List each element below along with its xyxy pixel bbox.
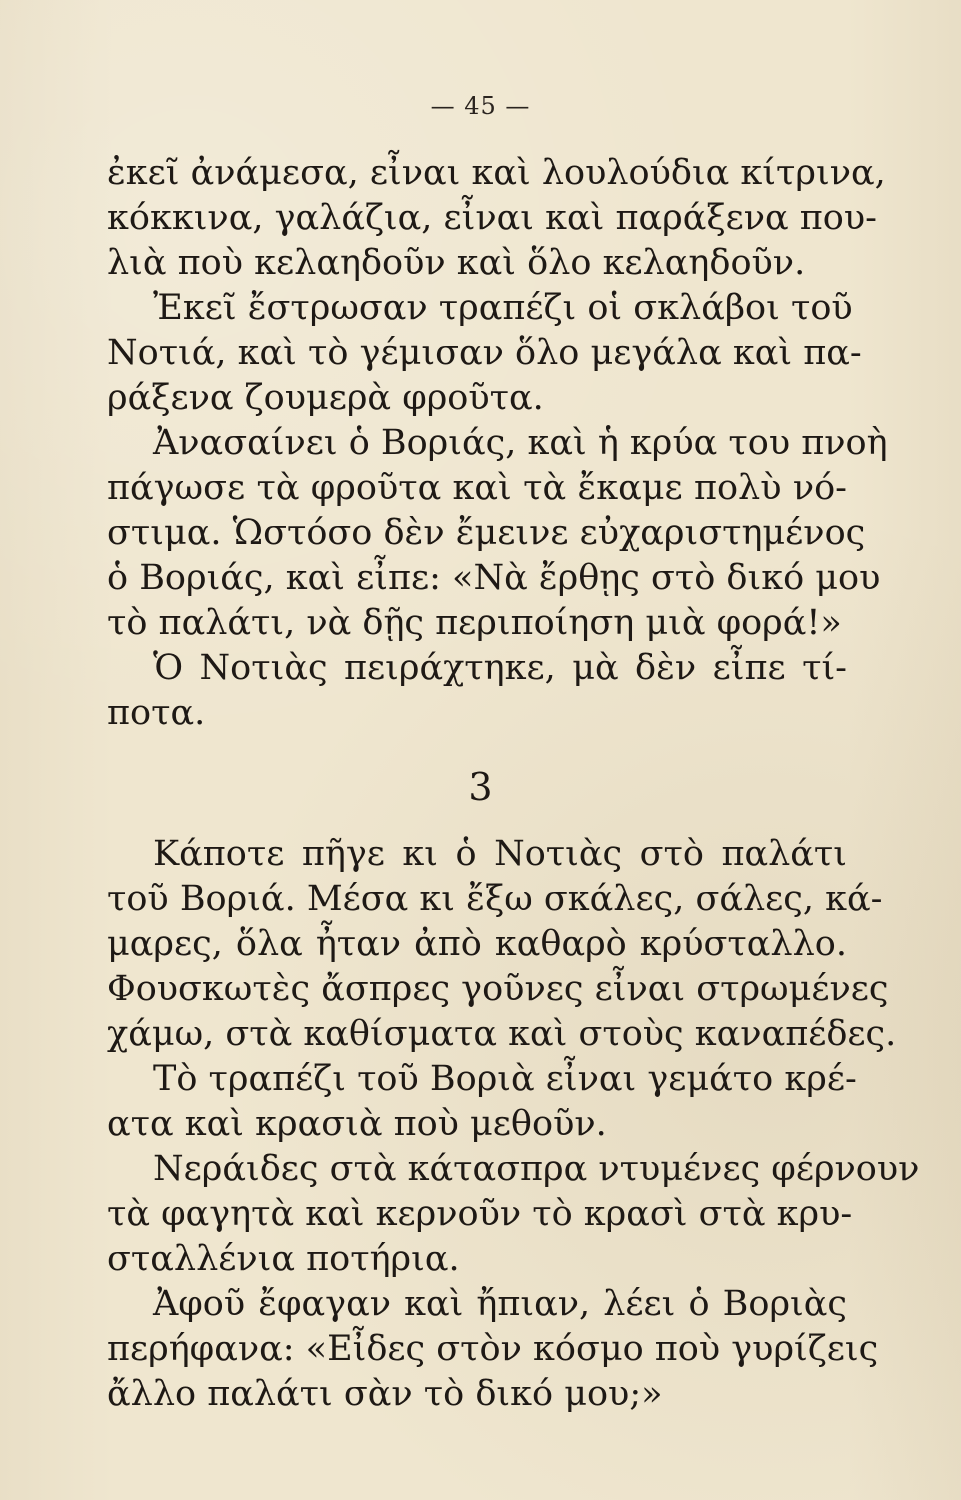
- text-line: πάγωσε τὰ φροῦτα καὶ τὰ ἔκαμε πολὺ νό-: [107, 468, 847, 508]
- text-line: Κάποτε πῆγε κι ὁ Νοτιὰς στὸ παλάτι: [153, 834, 847, 874]
- text-line: λιὰ ποὺ κελαηδοῦν καὶ ὅλο κελαηδοῦν.: [107, 243, 806, 283]
- text-line: κόκκινα, γαλάζια, εἶναι καὶ παράξενα που-: [107, 198, 877, 238]
- text-line: περήφανα: «Εἶδες στὸν κόσμο ποὺ γυρίζεις: [107, 1329, 879, 1369]
- text-line: Τὸ τραπέζι τοῦ Βοριὰ εἶναι γεμάτο κρέ-: [153, 1059, 857, 1099]
- text-block-after-section: [107, 832, 920, 1417]
- text-line: σταλλένια ποτήρια.: [107, 1239, 460, 1279]
- text-line: Νεράιδες στὰ κάτασπρα ντυμένες φέρνουν: [153, 1149, 920, 1189]
- text-line: τὸ παλάτι, νὰ δῇς περιποίηση μιὰ φορά!»: [107, 603, 842, 643]
- text-line: ατα καὶ κρασιὰ ποὺ μεθοῦν.: [107, 1104, 607, 1144]
- page-number: — 45 —: [430, 92, 531, 120]
- text-line: ἐκεῖ ἀνάμεσα, εἶναι καὶ λουλούδια κίτρινα,: [107, 153, 886, 193]
- text-line: Ὁ Νοτιὰς πειράχτηκε, μὰ δὲν εἶπε τί-: [153, 648, 847, 688]
- text-line: Φουσκωτὲς ἄσπρες γοῦνες εἶναι στρωμένες: [107, 969, 889, 1009]
- text-block-before-section: [107, 151, 888, 736]
- text-line: Ἀνασαίνει ὁ Βοριάς, καὶ ἡ κρύα του πνοὴ: [153, 423, 888, 463]
- text-line: χάμω, στὰ καθίσματα καὶ στοὺς καναπέδες.: [107, 1014, 897, 1054]
- text-line: στιμα. Ὡστόσο δὲν ἔμεινε εὐχαριστημένος: [107, 513, 866, 553]
- text-line: μαρες, ὅλα ἦταν ἀπὸ καθαρὸ κρύσταλλο.: [107, 924, 847, 964]
- text-line: ποτα.: [107, 693, 206, 733]
- text-line: Ἀφοῦ ἔφαγαν καὶ ἤπιαν, λέει ὁ Βοριὰς: [153, 1284, 847, 1324]
- text-line: ὁ Βοριάς, καὶ εἶπε: «Νὰ ἔρθῃς στὸ δικό μου: [107, 558, 881, 598]
- text-line: Νοτιά, καὶ τὸ γέμισαν ὅλο μεγάλα καὶ πα-: [107, 333, 862, 373]
- section-number: 3: [468, 765, 493, 809]
- text-line: ράξενα ζουμερὰ φροῦτα.: [107, 378, 544, 418]
- text-line: Ἐκεῖ ἔστρωσαν τραπέζι οἱ σκλάβοι τοῦ: [153, 288, 853, 328]
- text-line: τὰ φαγητὰ καὶ κερνοῦν τὸ κρασὶ στὰ κρυ-: [107, 1194, 853, 1234]
- text-line: τοῦ Βοριά. Μέσα κι ἔξω σκάλες, σάλες, κά-: [107, 879, 883, 919]
- text-line: ἄλλο παλάτι σὰν τὸ δικό μου;»: [107, 1374, 663, 1414]
